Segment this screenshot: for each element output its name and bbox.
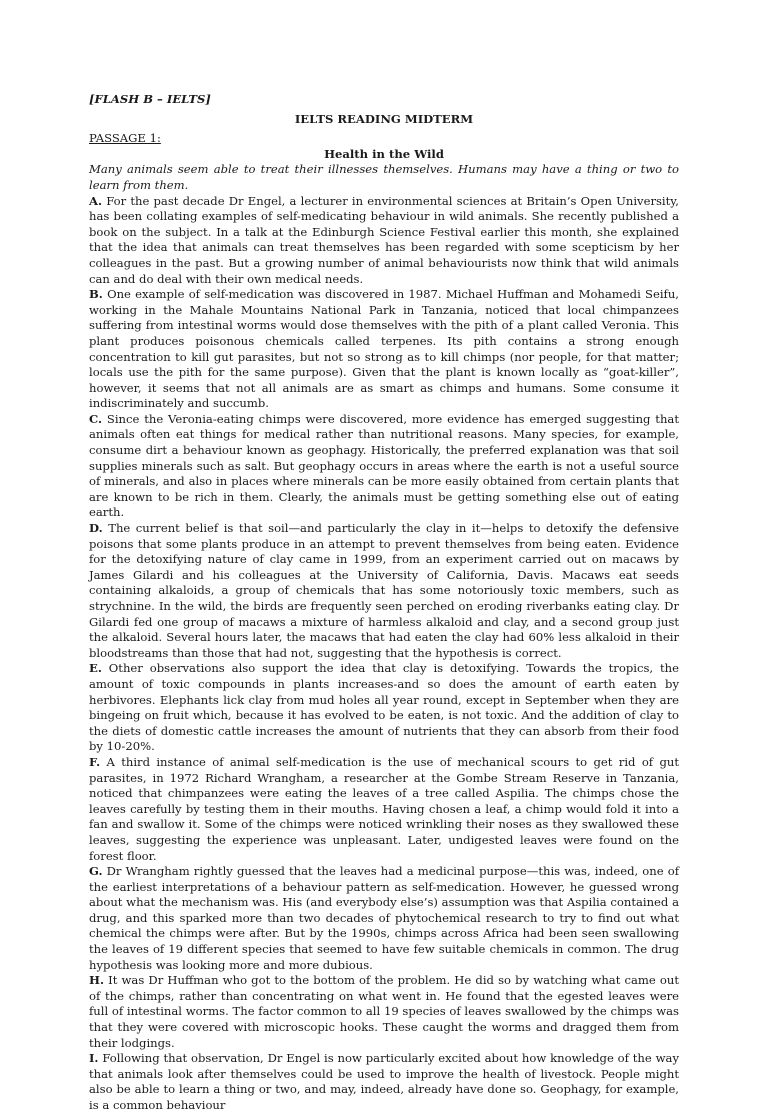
paragraph-letter: H. [89, 973, 104, 988]
paragraph-text: One example of self-medication was discovered in 1987. Michael Huffman and Mohamedi Seifu, working in the Mahale Mountains National Park in Tanzania, noticed that local chimpanzees suffering from intestinal worms would dose themselves with the pith of a plant called Veronia. This plant produces poisonous chemicals called terpenes. Its pith contains a strong enough concentration to kill gut parasites, but not so strong as to kill chimps (nor people, for that matter; locals use the pith for the same purpose). Given that the plant is known locally as “goat-killer”, however, it seems that not all animals are as smart as chimps and humans. Some consume it indiscriminately and succumb. [89, 287, 679, 411]
passage-subtitle: Many animals seem able to treat their illnesses themselves. Humans may have a thing or two to learn from them. [89, 162, 679, 192]
paragraph-c [89, 412, 679, 521]
paragraph-text: Following that observation, Dr Engel is now particularly excited about how knowledge of the way that animals look after themselves could be used to improve the health of livestock. People might also be able to learn a thing or two, and may, indeed, already have done so. Geophagy, for example, is a common behaviour [89, 1051, 679, 1112]
paragraph-letter: I. [89, 1051, 99, 1066]
paragraph-letter: E. [89, 661, 102, 676]
paragraph-i [89, 1051, 679, 1113]
paragraph-letter: A. [89, 193, 103, 208]
paragraph-text: Since the Veronia-eating chimps were discovered, more evidence has emerged suggesting that animals often eat things for medical rather than nutritional reasons. Many species, for example, consume dirt a behaviour known as geophagy. Historically, the preferred explanation was that soil supplies minerals such as salt. But geophagy occurs in areas where the earth is not a useful source of minerals, and also in places where minerals can be more easily obtained from certain plants that are known to be rich in them. Clearly, the animals must be getting something else out of eating earth. [89, 411, 679, 520]
passage-title: Health in the Wild [324, 146, 444, 161]
paragraph-h [89, 973, 679, 1051]
paragraph-g [89, 864, 679, 973]
paragraph-e [89, 661, 679, 755]
paragraph-d [89, 521, 679, 661]
paragraph-letter: C. [89, 411, 103, 426]
paragraph-text: A third instance of animal self-medication is the use of mechanical scours to get rid of gut parasites, in 1972 Richard Wrangham, a researcher at the Gombe Stream Reserve in Tanzania, noticed that chimpanzees were eating the leaves of a tree called Aspilia. The chimps chose the leaves carefully by testing them in their mouths. Having chosen a leaf, a chimp would fold it into a fan and swallow it. Some of the chimps were noticed wrinkling their noses as they swallowed these leaves, suggesting the experience was unpleasant. Later, undigested leaves were found on the forest floor. [89, 754, 679, 863]
doc-header: [FLASH B – IELTS] [89, 92, 211, 106]
paragraph-text: The current belief is that soil—and particularly the clay in it—helps to detoxify the defensive poisons that some plants produce in an attempt to prevent themselves from being eaten. Evidence for the detoxifying nature of clay came in 1999, from an experiment carried out on macaws by James Gilardi and his colleagues at the University of California, Davis. Macaws eat seeds containing alkaloids, a group of chemicals that has some notoriously toxic members, such as strychnine. In the wild, the birds are frequently seen perched on eroding riverbanks eating clay. Dr Gilardi fed one group of macaws a mixture of harmless alkaloid and clay, and a second group just the alkaloid. Several hours later, the macaws that had eaten the clay had 60% less alkaloid in their bloodstreams than those that had not, suggesting that the hypothesis is correct. [89, 521, 679, 660]
paragraph-letter: F. [89, 754, 101, 769]
paragraph-text: For the past decade Dr Engel, a lecturer in environmental sciences at Britain’s Open University, has been collating examples of self-medicating behaviour in wild animals. She recently published a book on the subject. In a talk at the Edinburgh Science Festival earlier this month, she explained that the idea that animals can treat themselves has been regarded with some scepticism by her colleagues in the past. But a growing number of animal behaviourists now think that wild animals can and do deal with their own medical needs. [89, 193, 679, 286]
paragraph-letter: B. [89, 287, 103, 302]
paragraph-a [89, 194, 679, 288]
doc-title: IELTS READING MIDTERM [294, 111, 474, 126]
paragraph-letter: G. [89, 864, 103, 879]
paragraph-letter: D. [89, 521, 103, 536]
paragraph-text: Dr Wrangham rightly guessed that the leaves had a medicinal purpose—this was, indeed, one of the earliest interpretations of a behaviour pattern as self-medication. However, he guessed wrong about what the mechanism was. His (and everybody else’s) assumption was that Aspilia contained a drug, and this sparked more than two decades of phytochemical research to try to find out what chemical the chimps were after. But by the 1990s, chimps across Africa had been seen swallowing the leaves of 19 different species that seemed to have few suitable chemicals in common. The drug hypothesis was looking more and more dubious. [89, 864, 679, 972]
document-page [89, 92, 679, 1114]
paragraph-b [89, 287, 679, 412]
paragraph-text: Other observations also support the idea that clay is detoxifying. Towards the tropics, the amount of toxic compounds in plants increases-and so does the amount of earth eaten by herbivores. Elephants lick clay from mud holes all year round, except in September when they are bingeing on fruit which, because it has evolved to be eaten, is not toxic. And the addition of clay to the diets of domestic cattle increases the amount of nutrients that they can absorb from their food by 10-20%. [89, 661, 679, 754]
paragraph-text: It was Dr Huffman who got to the bottom of the problem. He did so by watching what came out of the chimps, rather than concentrating on what went in. He found that the egested leaves were full of intestinal worms. The factor common to all 19 species of leaves swallowed by the chimps was that they were covered with microscopic hooks. These caught the worms and dragged them from their lodgings. [89, 973, 679, 1050]
passage-label: PASSAGE 1: [89, 131, 161, 146]
paragraph-f [89, 755, 679, 864]
